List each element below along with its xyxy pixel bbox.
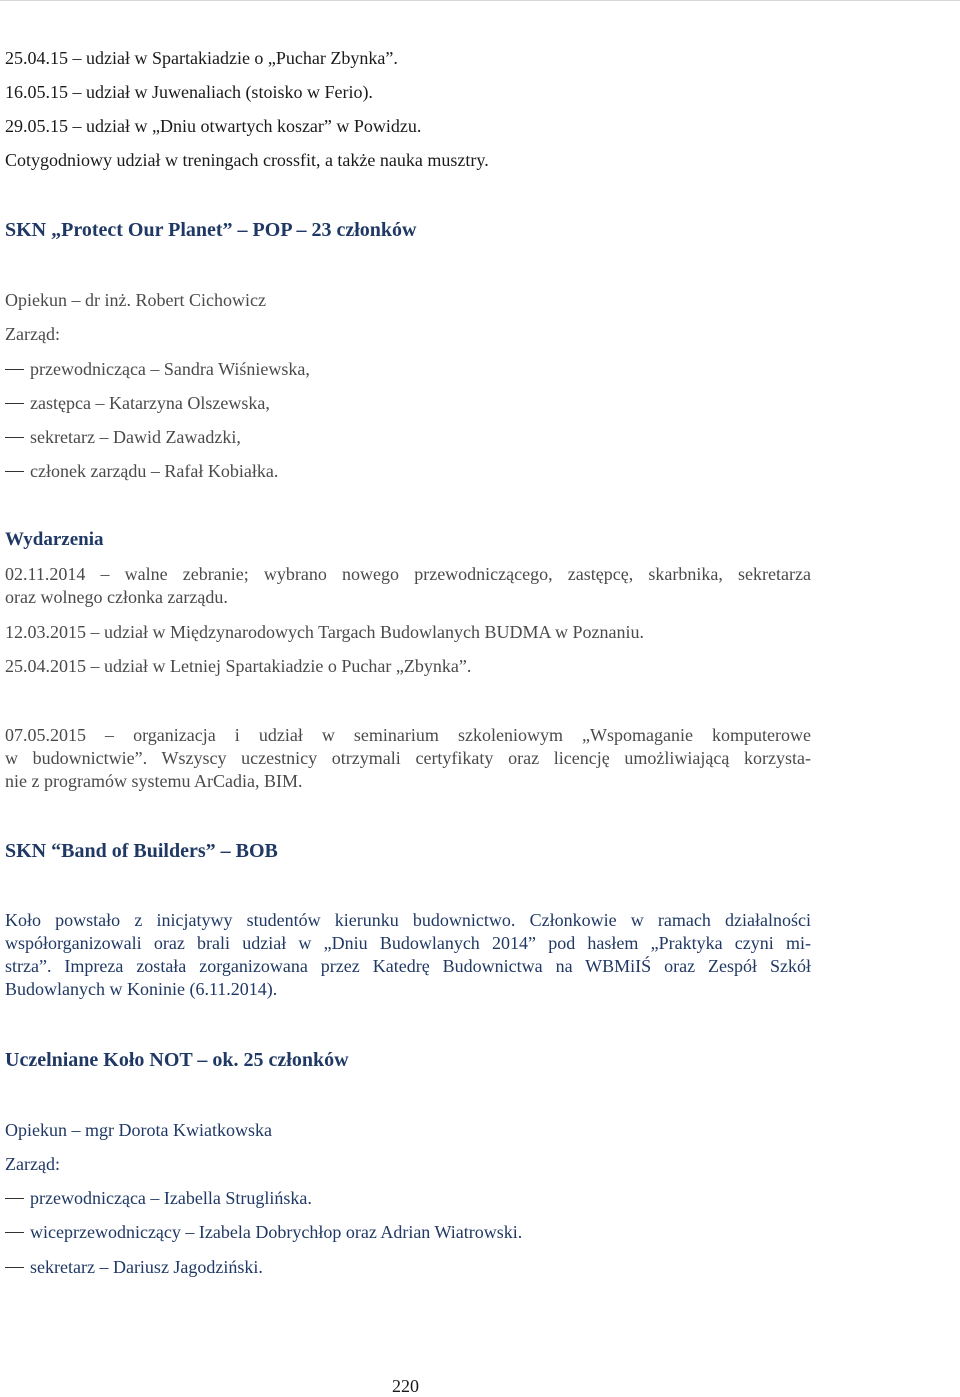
events-heading: Wydarzenia — [5, 529, 104, 550]
event-line: 25.04.2015 – udział w Letniej Spartakiadzie o Puchar „Zbynka”. — [5, 656, 472, 676]
top-border — [0, 0, 960, 1]
page-number: 220 — [392, 1376, 419, 1396]
zarzad-item: przewodnicząca – Izabella Struglińska. — [5, 1187, 312, 1209]
event-paragraph: 07.05.2015 – organizacja i udział w seminarium szkoleniowym „Wspomaganie komputerowe w budownictwie”. Wszyscy uczestnicy otrzymali certyfikaty oraz licencję umożliwiającą korzysta- nie z programów systemu ArCadia, BIM. — [5, 725, 811, 791]
event-line: 16.05.15 – udział w Juwenaliach (stoisko w Ferio). — [5, 82, 373, 102]
zarzad-item: sekretarz – Dariusz Jagodziński. — [5, 1256, 263, 1278]
zarzad-label: Zarząd: — [5, 324, 60, 344]
event-line: Cotygodniowy udział w treningach crossfit, a także nauka musztry. — [5, 150, 489, 170]
dash-bullet — [5, 437, 24, 438]
zarzad-item: zastępca – Katarzyna Olszewska, — [5, 392, 270, 414]
event-line: 25.04.15 – udział w Spartakiadzie o „Puchar Zbynka”. — [5, 48, 398, 68]
opiekun-line: Opiekun – mgr Dorota Kwiatkowska — [5, 1120, 272, 1140]
dash-bullet — [5, 403, 24, 404]
zarzad-item: członek zarządu – Rafał Kobiałka. — [5, 460, 278, 482]
dash-bullet — [5, 1232, 24, 1233]
dash-bullet — [5, 1267, 24, 1268]
section-heading-bob: SKN “Band of Builders” – BOB — [5, 840, 278, 862]
event-line: 12.03.2015 – udział w Międzynarodowych Targach Budowlanych BUDMA w Poznaniu. — [5, 622, 644, 642]
zarzad-item: wiceprzewodniczący – Izabela Dobrychłop oraz Adrian Wiatrowski. — [5, 1221, 522, 1243]
dash-bullet — [5, 1198, 24, 1199]
zarzad-label: Zarząd: — [5, 1154, 60, 1174]
event-paragraph: 02.11.2014 – walne zebranie; wybrano nowego przewodniczącego, zastępcę, skarbnika, sekretarza oraz wolnego członka zarządu. — [5, 564, 811, 607]
event-line: 29.05.15 – udział w „Dniu otwartych koszar” w Powidzu. — [5, 116, 422, 136]
dash-bullet — [5, 471, 24, 472]
bob-paragraph: Koło powstało z inicjatywy studentów kierunku budownictwo. Członkowie w ramach działalności współorganizowali oraz brali udział w „Dniu Budowlanych 2014” pod hasłem „Praktyka czyni mi- strza”. Impreza została zorganizowana przez Katedrę Budownictwa na WBMiIŚ oraz Zespół Szkół Budowlanych w Koninie (6.11.2014). — [5, 910, 811, 999]
zarzad-item: sekretarz – Dawid Zawadzki, — [5, 426, 241, 448]
zarzad-item: przewodnicząca – Sandra Wiśniewska, — [5, 358, 310, 380]
dash-bullet — [5, 369, 24, 370]
opiekun-line: Opiekun – dr inż. Robert Cichowicz — [5, 290, 266, 310]
section-heading-pop: SKN „Protect Our Planet” – POP – 23 członków — [5, 219, 417, 241]
section-heading-not: Uczelniane Koło NOT – ok. 25 członków — [5, 1049, 349, 1071]
